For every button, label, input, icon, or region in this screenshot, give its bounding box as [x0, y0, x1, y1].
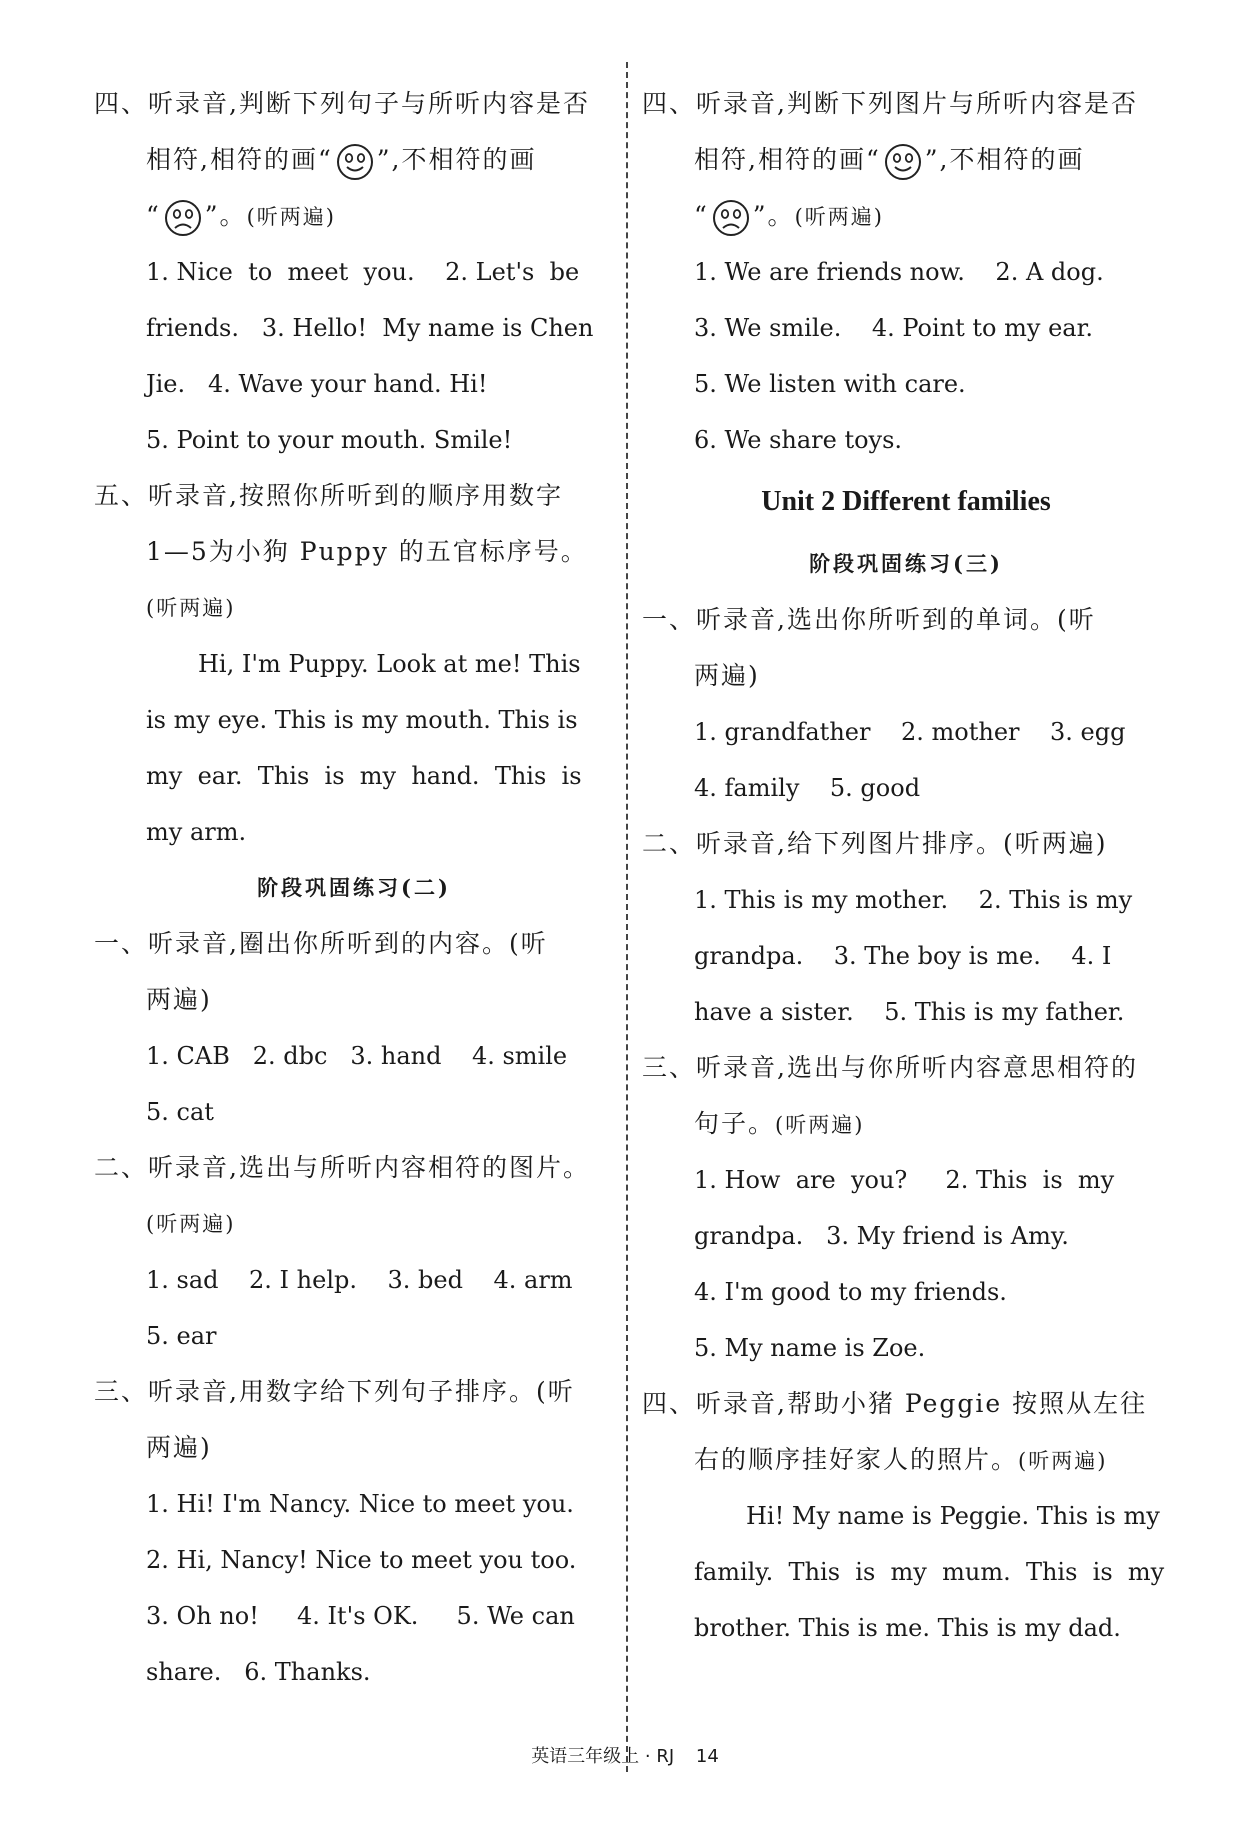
- section-title-2: 阶段巩固练习(二): [257, 875, 451, 900]
- sad-face-icon: [711, 198, 751, 238]
- l-s5-para-4: my arm.: [146, 818, 247, 846]
- r-q3-title-b: 句子。(听两遍): [694, 1109, 865, 1138]
- l-q2-line-1: 1. sad 2. I help. 3. bed 4. arm: [146, 1266, 573, 1294]
- r-q1-title-b: 两遍): [694, 661, 760, 690]
- smiley-face-icon: [335, 142, 375, 182]
- l-q3-line-2: 2. Hi, Nancy! Nice to meet you too.: [146, 1546, 577, 1574]
- l-q1-title-b: 两遍): [146, 985, 212, 1014]
- r-q4-para-2: family. This is my mum. This is my: [694, 1558, 1165, 1586]
- l-s5-title-a: 五、听录音,按照你所听到的顺序用数字: [94, 481, 563, 510]
- sad-face-icon: [163, 198, 203, 238]
- r-q3-line-2: grandpa. 3. My friend is Amy.: [694, 1222, 1069, 1250]
- footer-subject: 英语三年级上 · RJ: [531, 1746, 675, 1767]
- r-s4-line-3: 5. We listen with care.: [694, 370, 966, 398]
- l-s5-title-b: 1—5为小狗 Puppy 的五官标序号。: [146, 537, 588, 566]
- l-s5-para-1: Hi, I'm Puppy. Look at me! This: [198, 650, 581, 678]
- right-column: [642, 76, 1170, 1656]
- r-q2-line-2: grandpa. 3. The boy is me. 4. I: [694, 942, 1112, 970]
- r-q3-line-3: 4. I'm good to my friends.: [694, 1278, 1007, 1306]
- l-s4-title-a: 四、听录音,判断下列句子与所听内容是否: [94, 89, 590, 118]
- l-q3-title-b: 两遍): [146, 1433, 212, 1462]
- r-q2-line-1: 1. This is my mother. 2. This is my: [694, 886, 1133, 914]
- l-q3-line-3: 3. Oh no! 4. It's OK. 5. We can: [146, 1602, 575, 1630]
- l-s5-listen: (听两遍): [146, 596, 236, 620]
- r-q4-title-a: 四、听录音,帮助小猪 Peggie 按照从左往: [642, 1389, 1148, 1418]
- r-q4-para-3: brother. This is me. This is my dad.: [694, 1614, 1121, 1642]
- r-q3-title-a: 三、听录音,选出与你所听内容意思相符的: [642, 1053, 1138, 1082]
- r-q1-line-2: 4. family 5. good: [694, 774, 921, 802]
- r-s4-title-b: 相符,相符的画“ ”,不相符的画: [642, 132, 1170, 188]
- l-q1-line-2: 5. cat: [146, 1098, 214, 1126]
- l-s4-line-1: 1. Nice to meet you. 2. Let's be: [146, 258, 580, 286]
- l-q3-line-1: 1. Hi! I'm Nancy. Nice to meet you.: [146, 1490, 574, 1518]
- l-q3-line-4: share. 6. Thanks.: [146, 1658, 371, 1686]
- r-s4-line-1: 1. We are friends now. 2. A dog.: [694, 258, 1104, 286]
- section-title-3: 阶段巩固练习(三): [809, 551, 1003, 576]
- r-s4-line-2: 3. We smile. 4. Point to my ear.: [694, 314, 1094, 342]
- r-q4-title-b: 右的顺序挂好家人的照片。(听两遍): [694, 1445, 1108, 1474]
- l-s4-line-3: Jie. 4. Wave your hand. Hi!: [146, 370, 488, 398]
- l-q2-listen: (听两遍): [146, 1212, 236, 1236]
- l-s4-title-b: 相符,相符的画“ ”,不相符的画: [94, 132, 614, 188]
- l-q1-line-1: 1. CAB 2. dbc 3. hand 4. smile: [146, 1042, 568, 1070]
- l-q1-title-a: 一、听录音,圈出你所听到的内容。(听: [94, 929, 548, 958]
- page-footer: [0, 1742, 1250, 1768]
- r-q2-title-a: 二、听录音,给下列图片排序。(听两遍): [642, 829, 1108, 858]
- r-q1-line-1: 1. grandfather 2. mother 3. egg: [694, 718, 1126, 746]
- l-s4-line-4: 5. Point to your mouth. Smile!: [146, 426, 513, 454]
- l-s5-para-3: my ear. This is my hand. This is: [146, 762, 582, 790]
- r-s4-title-c: “ ”。(听两遍): [642, 188, 1170, 244]
- smiley-face-icon: [883, 142, 923, 182]
- l-s4-line-2: friends. 3. Hello! My name is Chen: [146, 314, 594, 342]
- left-column: [94, 76, 614, 1700]
- l-s5-para-2: is my eye. This is my mouth. This is: [146, 706, 578, 734]
- r-q4-para-1: Hi! My name is Peggie. This is my: [746, 1502, 1160, 1530]
- r-q3-line-1: 1. How are you? 2. This is my: [694, 1166, 1115, 1194]
- r-q3-line-4: 5. My name is Zoe.: [694, 1334, 926, 1362]
- column-divider: [626, 62, 628, 1772]
- r-q2-line-3: have a sister. 5. This is my father.: [694, 998, 1125, 1026]
- unit-title: Unit 2 Different families: [761, 486, 1051, 517]
- l-q2-line-2: 5. ear: [146, 1322, 217, 1350]
- l-s4-title-c: “ ”。(听两遍): [94, 188, 614, 244]
- r-s4-title-a: 四、听录音,判断下列图片与所听内容是否: [642, 89, 1138, 118]
- l-q2-title-a: 二、听录音,选出与所听内容相符的图片。: [94, 1153, 590, 1182]
- page-number: 14: [695, 1746, 719, 1767]
- r-q1-title-a: 一、听录音,选出你所听到的单词。(听: [642, 605, 1096, 634]
- l-q3-title-a: 三、听录音,用数字给下列句子排序。(听: [94, 1377, 575, 1406]
- r-s4-line-4: 6. We share toys.: [694, 426, 903, 454]
